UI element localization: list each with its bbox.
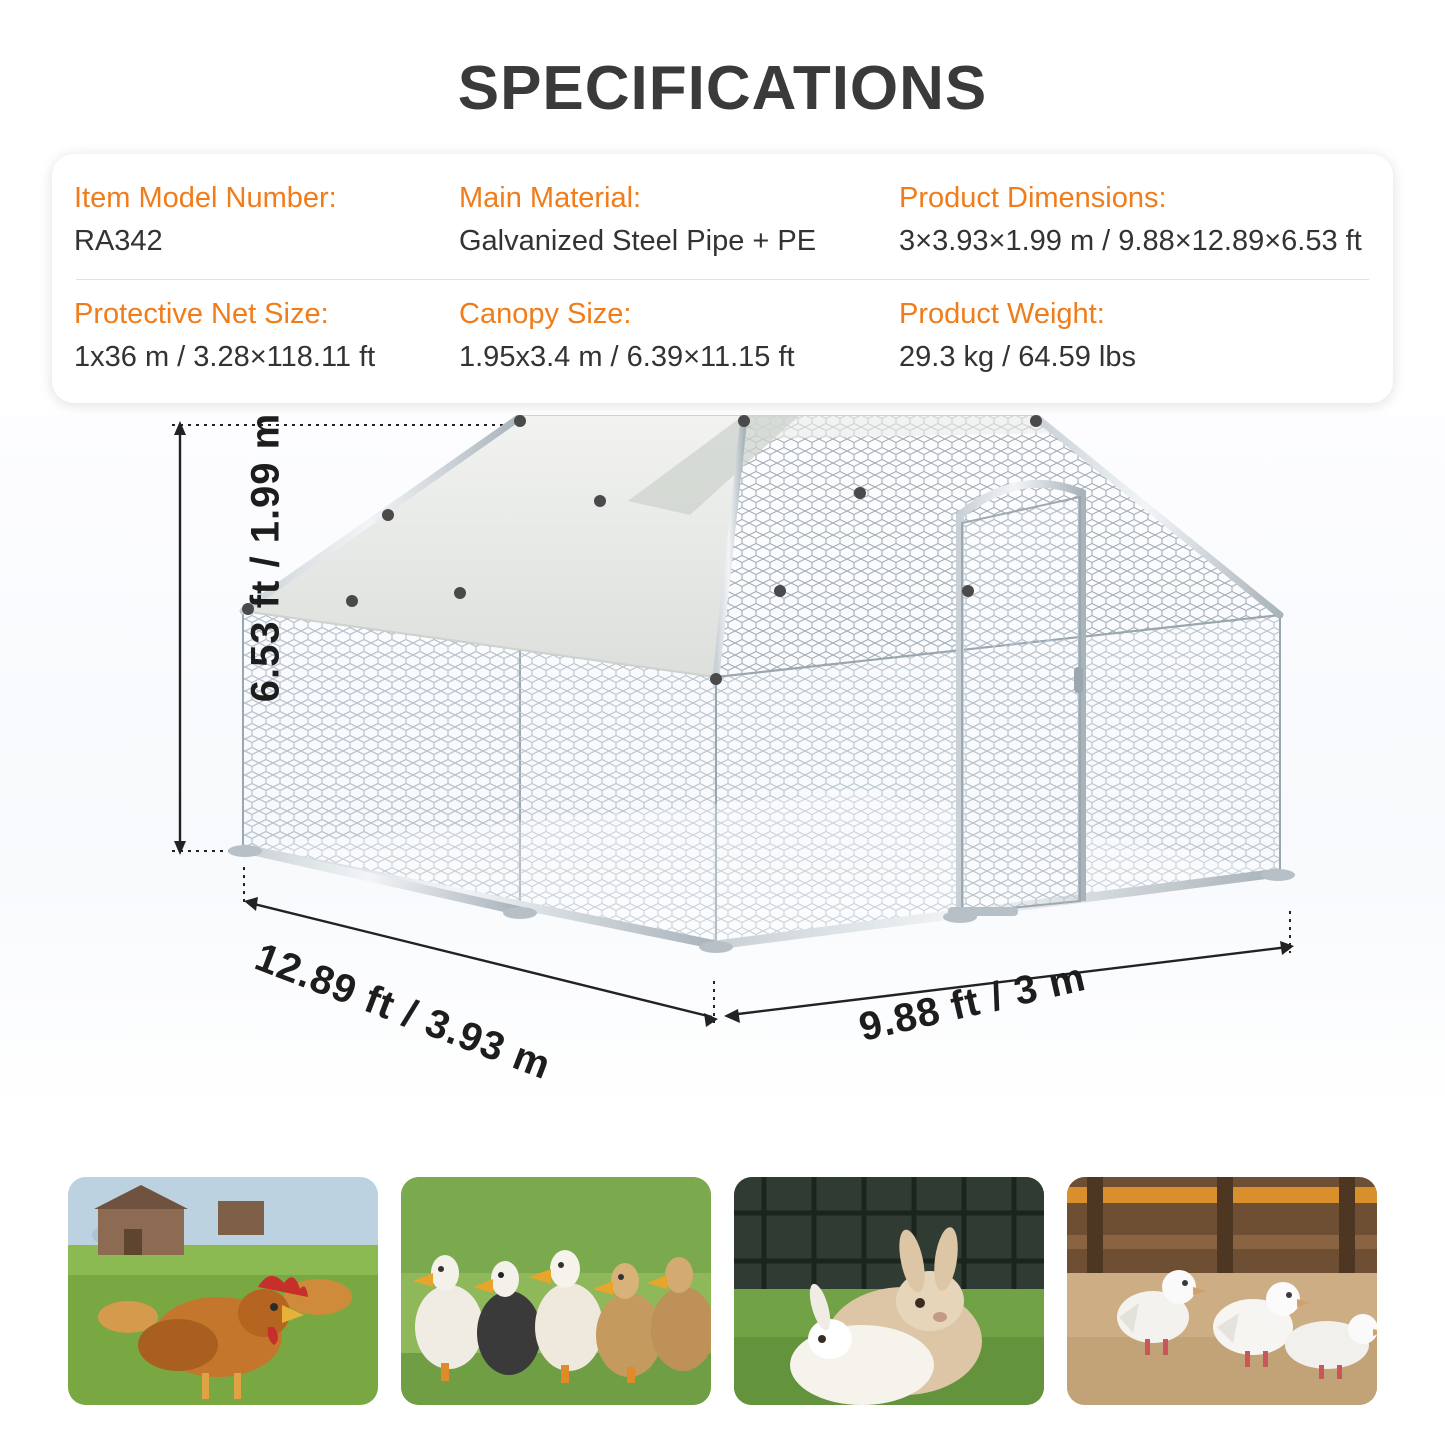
pigeons-photo bbox=[1067, 1177, 1377, 1405]
animal-photo-strip bbox=[0, 1177, 1445, 1405]
page-title: SPECIFICATIONS bbox=[457, 54, 988, 123]
height-dimension-label: 6.53 ft / 1.99 m bbox=[243, 412, 288, 703]
door-latch-icon bbox=[1074, 667, 1083, 693]
specifications-card bbox=[52, 154, 1393, 403]
rabbits-photo bbox=[734, 1177, 1044, 1405]
spec-value: RA342 bbox=[74, 225, 163, 258]
width-dimension-label: 9.88 ft / 3 m bbox=[855, 954, 1090, 1050]
spec-item-protective-net-size bbox=[52, 296, 437, 377]
spec-row-2 bbox=[52, 296, 1393, 377]
depth-dimension-label: 12.89 ft / 3.93 m bbox=[249, 934, 557, 1089]
spec-value: 1.95x3.4 m / 6.39×11.15 ft bbox=[459, 341, 795, 374]
product-diagram bbox=[0, 412, 1445, 1115]
ducks-photo bbox=[401, 1177, 711, 1405]
spec-label: Canopy Size: bbox=[459, 297, 632, 330]
spec-value: 29.3 kg / 64.59 lbs bbox=[899, 341, 1136, 374]
chicken-photo bbox=[68, 1177, 378, 1405]
spec-item-canopy-size bbox=[437, 296, 877, 377]
spec-item-product-weight bbox=[877, 296, 1392, 377]
spec-label: Item Model Number: bbox=[74, 182, 337, 214]
spec-item-model-number bbox=[52, 180, 437, 261]
spec-item-product-dimensions bbox=[877, 180, 1392, 261]
spec-label: Protective Net Size: bbox=[74, 297, 329, 330]
spec-value: 1x36 m / 3.28×118.11 ft bbox=[74, 341, 376, 374]
spec-divider bbox=[76, 279, 1369, 280]
spec-label: Product Dimensions: bbox=[899, 182, 1167, 214]
coop-illustration bbox=[0, 415, 1445, 1115]
spec-label: Main Material: bbox=[459, 182, 642, 214]
spec-value: 3×3.93×1.99 m / 9.88×12.89×6.53 ft bbox=[899, 225, 1362, 258]
spec-row-1 bbox=[52, 180, 1393, 261]
spec-label: Product Weight: bbox=[899, 297, 1105, 330]
spec-item-main-material bbox=[437, 180, 877, 261]
spec-value: Galvanized Steel Pipe + PE bbox=[459, 225, 817, 258]
